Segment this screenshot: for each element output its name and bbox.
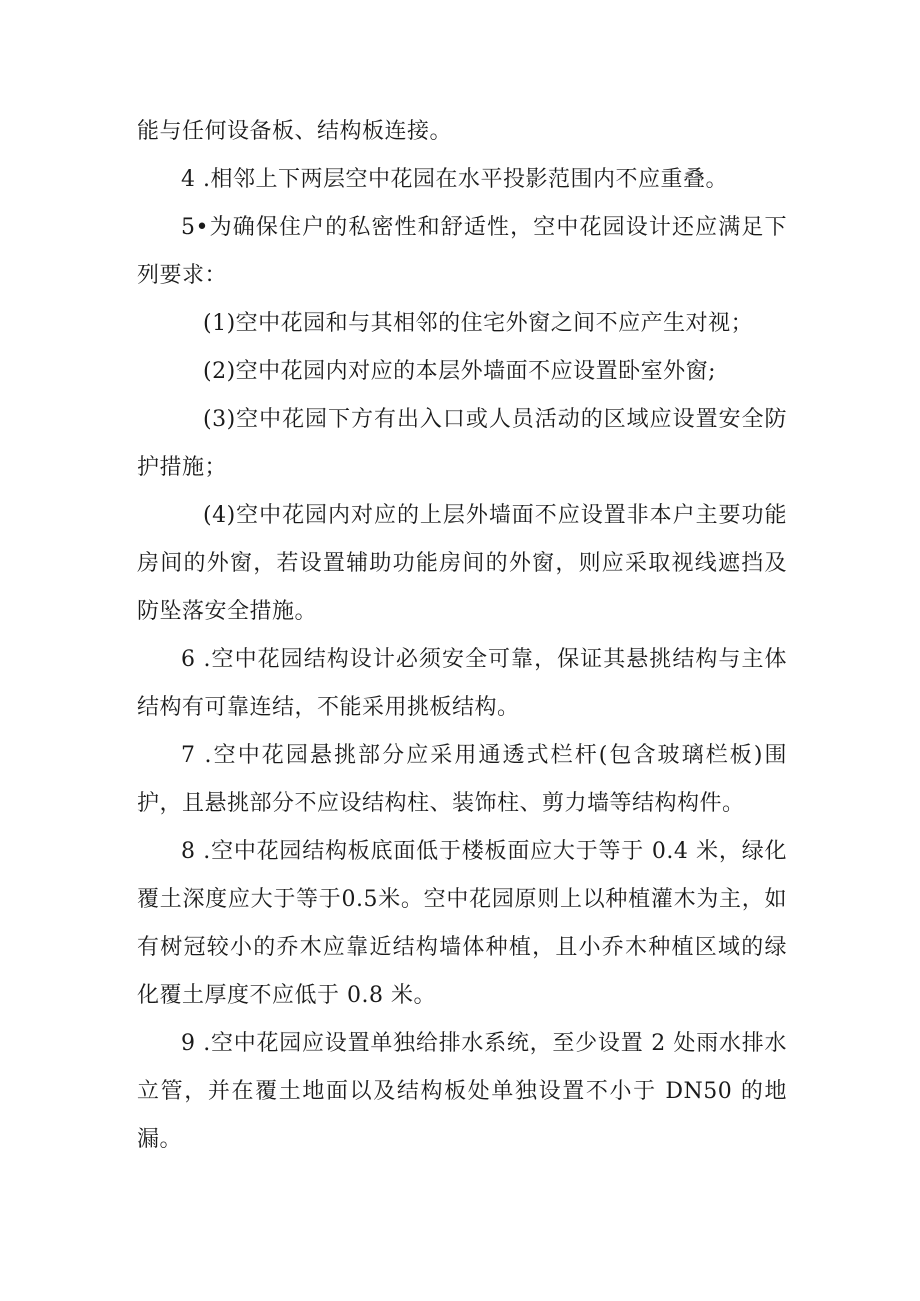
sub-item-4: (4)空中花园内对应的上层外墙面不应设置非本户主要功能房间的外窗，若设置辅助功能房间的外窗，则应采取视线遮挡及防坠落安全措施。 <box>137 503 787 624</box>
paragraph-item-7: 7 .空中花园悬挑部分应采用通透式栏杆(包含玻璃栏板)围护，且悬挑部分不应设结构柱、装饰柱、剪力墙等结构构件。 <box>137 743 787 816</box>
paragraph-item-8: 8 .空中花园结构板底面低于楼板面应大于等于 0.4 米，绿化覆土深度应大于等于0.5米。空中花园原则上以种植灌木为主，如有树冠较小的乔木应靠近结构墙体种植，且小乔木种植区域的绿化覆土厚度不应低于 0.8 米。 <box>137 839 787 1008</box>
sub-item-2: (2)空中花园内对应的本层外墙面不应设置卧室外窗; <box>203 359 717 384</box>
paragraph-item-9: 9 .空中花园应设置单独给排水系统，至少设置 2 处雨水排水立管，并在覆土地面以及结构板处单独设置不小于 DN50 的地漏。 <box>137 1031 787 1152</box>
paragraph-continuation: 能与任何设备板、结构板连接。 <box>137 119 453 144</box>
paragraph-item-5: 5•为确保住户的私密性和舒适性，空中花园设计还应满足下列要求： <box>137 215 787 288</box>
document-body <box>137 108 787 1164</box>
sub-item-3: (3)空中花园下方有出入口或人员活动的区域应设置安全防护措施； <box>137 407 787 480</box>
sub-item-1: (1)空中花园和与其相邻的住宅外窗之间不应产生对视； <box>203 311 754 336</box>
paragraph-item-6: 6 .空中花园结构设计必须安全可靠，保证其悬挑结构与主体结构有可靠连结，不能采用挑板结构。 <box>137 647 787 720</box>
paragraph-item-4: 4 .相邻上下两层空中花园在水平投影范围内不应重叠。 <box>181 167 728 192</box>
